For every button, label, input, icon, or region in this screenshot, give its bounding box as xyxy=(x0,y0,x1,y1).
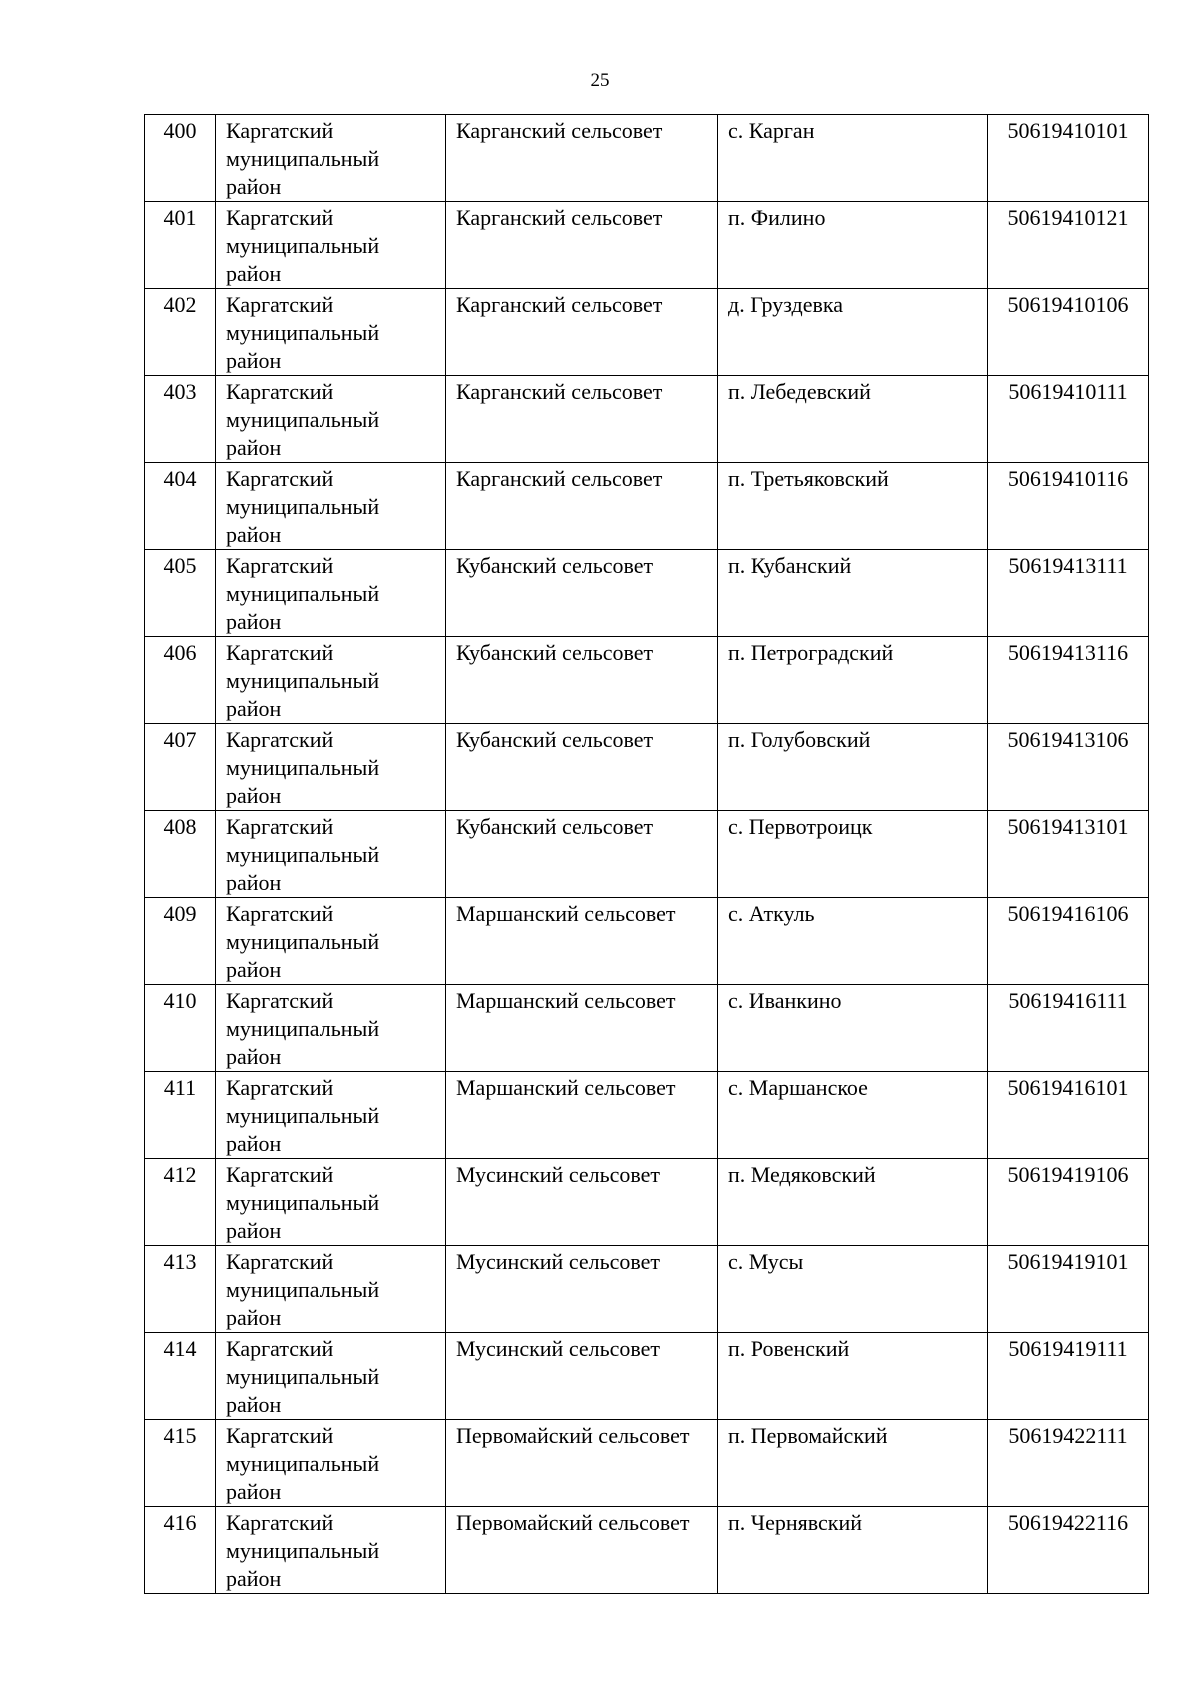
row-number-cell: 406 xyxy=(145,637,216,724)
district-cell: Каргатский муниципальный район xyxy=(216,1072,446,1159)
settlement-cell: п. Лебедевский xyxy=(718,376,988,463)
page-number: 25 xyxy=(590,70,610,91)
table-row xyxy=(145,811,1149,898)
settlement-cell: д. Груздевка xyxy=(718,289,988,376)
table-row xyxy=(145,1159,1149,1246)
district-cell: Каргатский муниципальный район xyxy=(216,637,446,724)
row-number-cell: 416 xyxy=(145,1507,216,1594)
table-row xyxy=(145,637,1149,724)
council-cell: Кубанский сельсовет xyxy=(446,550,718,637)
oktmo-code-cell: 50619416101 xyxy=(988,1072,1149,1159)
council-cell: Кубанский сельсовет xyxy=(446,724,718,811)
settlement-cell: с. Первотроицк xyxy=(718,811,988,898)
row-number-cell: 401 xyxy=(145,202,216,289)
settlement-cell: с. Мусы xyxy=(718,1246,988,1333)
row-number-cell: 415 xyxy=(145,1420,216,1507)
row-number-cell: 400 xyxy=(145,115,216,202)
oktmo-code-cell: 50619413116 xyxy=(988,637,1149,724)
oktmo-code-cell: 50619422111 xyxy=(988,1420,1149,1507)
table-row xyxy=(145,115,1149,202)
council-cell: Мусинский сельсовет xyxy=(446,1159,718,1246)
oktmo-code-cell: 50619410111 xyxy=(988,376,1149,463)
row-number-cell: 409 xyxy=(145,898,216,985)
row-number-cell: 402 xyxy=(145,289,216,376)
oktmo-code-cell: 50619422116 xyxy=(988,1507,1149,1594)
oktmo-code-cell: 50619419101 xyxy=(988,1246,1149,1333)
oktmo-code-cell: 50619410116 xyxy=(988,463,1149,550)
oktmo-code-cell: 50619419111 xyxy=(988,1333,1149,1420)
table-row xyxy=(145,550,1149,637)
district-cell: Каргатский муниципальный район xyxy=(216,463,446,550)
council-cell: Маршанский сельсовет xyxy=(446,985,718,1072)
settlement-cell: п. Голубовский xyxy=(718,724,988,811)
table-row xyxy=(145,202,1149,289)
district-cell: Каргатский муниципальный район xyxy=(216,1507,446,1594)
district-cell: Каргатский муниципальный район xyxy=(216,1159,446,1246)
council-cell: Кубанский сельсовет xyxy=(446,811,718,898)
oktmo-code-cell: 50619416111 xyxy=(988,985,1149,1072)
table-row xyxy=(145,724,1149,811)
table-row xyxy=(145,898,1149,985)
table-row xyxy=(145,1507,1149,1594)
row-number-cell: 405 xyxy=(145,550,216,637)
council-cell: Карганский сельсовет xyxy=(446,376,718,463)
row-number-cell: 413 xyxy=(145,1246,216,1333)
settlement-cell: п. Медяковский xyxy=(718,1159,988,1246)
table-row xyxy=(145,289,1149,376)
district-cell: Каргатский муниципальный район xyxy=(216,1333,446,1420)
settlement-cell: п. Чернявский xyxy=(718,1507,988,1594)
settlement-cell: п. Филино xyxy=(718,202,988,289)
district-cell: Каргатский муниципальный район xyxy=(216,376,446,463)
district-cell: Каргатский муниципальный район xyxy=(216,1420,446,1507)
table-row xyxy=(145,1333,1149,1420)
row-number-cell: 412 xyxy=(145,1159,216,1246)
oktmo-code-cell: 50619410121 xyxy=(988,202,1149,289)
district-cell: Каргатский муниципальный район xyxy=(216,550,446,637)
council-cell: Первомайский сельсовет xyxy=(446,1507,718,1594)
council-cell: Маршанский сельсовет xyxy=(446,1072,718,1159)
oktmo-code-cell: 50619419106 xyxy=(988,1159,1149,1246)
row-number-cell: 403 xyxy=(145,376,216,463)
council-cell: Карганский сельсовет xyxy=(446,289,718,376)
row-number-cell: 411 xyxy=(145,1072,216,1159)
row-number-cell: 414 xyxy=(145,1333,216,1420)
oktmo-code-cell: 50619410106 xyxy=(988,289,1149,376)
settlements-table xyxy=(144,114,1149,1594)
settlement-cell: п. Ровенский xyxy=(718,1333,988,1420)
district-cell: Каргатский муниципальный район xyxy=(216,289,446,376)
table-row xyxy=(145,1246,1149,1333)
settlement-cell: с. Аткуль xyxy=(718,898,988,985)
council-cell: Карганский сельсовет xyxy=(446,115,718,202)
oktmo-code-cell: 50619416106 xyxy=(988,898,1149,985)
table-body xyxy=(145,115,1149,1594)
oktmo-code-cell: 50619413111 xyxy=(988,550,1149,637)
row-number-cell: 410 xyxy=(145,985,216,1072)
council-cell: Мусинский сельсовет xyxy=(446,1333,718,1420)
council-cell: Кубанский сельсовет xyxy=(446,637,718,724)
row-number-cell: 407 xyxy=(145,724,216,811)
district-cell: Каргатский муниципальный район xyxy=(216,202,446,289)
oktmo-code-cell: 50619413106 xyxy=(988,724,1149,811)
council-cell: Мусинский сельсовет xyxy=(446,1246,718,1333)
council-cell: Первомайский сельсовет xyxy=(446,1420,718,1507)
district-cell: Каргатский муниципальный район xyxy=(216,115,446,202)
district-cell: Каргатский муниципальный район xyxy=(216,985,446,1072)
district-cell: Каргатский муниципальный район xyxy=(216,724,446,811)
oktmo-code-cell: 50619413101 xyxy=(988,811,1149,898)
settlement-cell: с. Иванкино xyxy=(718,985,988,1072)
settlement-cell: п. Третьяковский xyxy=(718,463,988,550)
council-cell: Карганский сельсовет xyxy=(446,463,718,550)
settlement-cell: с. Маршанское xyxy=(718,1072,988,1159)
table-row xyxy=(145,1072,1149,1159)
table-row xyxy=(145,376,1149,463)
district-cell: Каргатский муниципальный район xyxy=(216,898,446,985)
settlement-cell: п. Петроградский xyxy=(718,637,988,724)
table-row xyxy=(145,985,1149,1072)
oktmo-code-cell: 50619410101 xyxy=(988,115,1149,202)
settlement-cell: п. Первомайский xyxy=(718,1420,988,1507)
row-number-cell: 408 xyxy=(145,811,216,898)
district-cell: Каргатский муниципальный район xyxy=(216,1246,446,1333)
council-cell: Карганский сельсовет xyxy=(446,202,718,289)
row-number-cell: 404 xyxy=(145,463,216,550)
table-row xyxy=(145,463,1149,550)
settlement-cell: п. Кубанский xyxy=(718,550,988,637)
settlement-cell: с. Карган xyxy=(718,115,988,202)
district-cell: Каргатский муниципальный район xyxy=(216,811,446,898)
council-cell: Маршанский сельсовет xyxy=(446,898,718,985)
table-row xyxy=(145,1420,1149,1507)
